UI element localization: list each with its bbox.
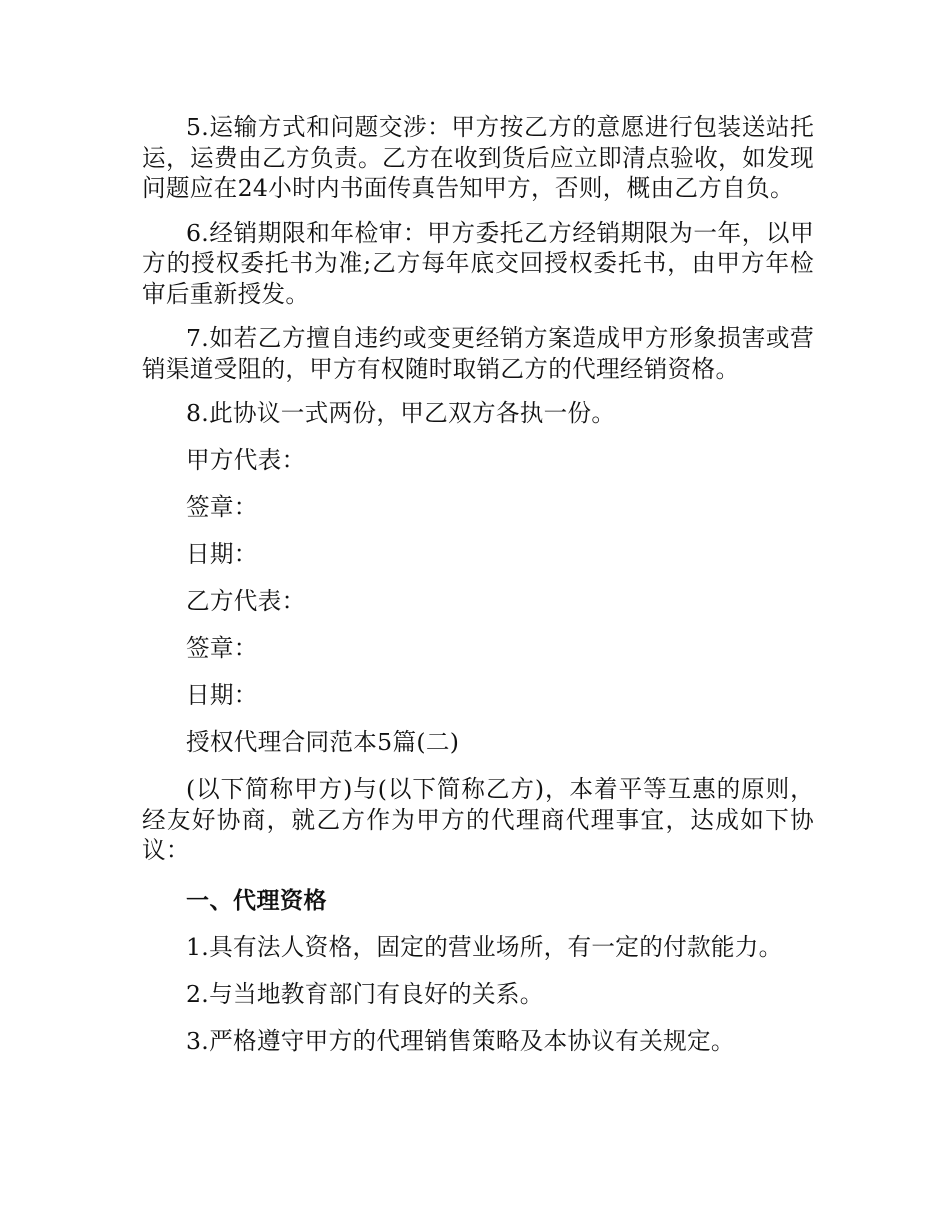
party-b-seal: 签章： xyxy=(186,634,258,662)
clause-7-paragraph: 7.如若乙方擅自违约或变更经销方案造成甲方形象损害或营销渠道受阻的，甲方有权随时取销乙方的代理经销资格。 xyxy=(142,324,814,383)
party-b-representative: 乙方代表： xyxy=(186,587,306,615)
qualification-item-1: 1.具有法人资格，固定的营业场所，有一定的付款能力。 xyxy=(186,932,783,961)
document-body xyxy=(142,112,814,1073)
clause-6-paragraph: 6.经销期限和年检审：甲方委托乙方经销期限为一年，以甲方的授权委托书为准;乙方每年底交回授权委托书，由甲方年检审后重新授发。 xyxy=(142,218,814,308)
intro-paragraph: (以下简称甲方)与(以下简称乙方)，本着平等互惠的原则，经友好协商，就乙方作为甲方的代理商代理事宜，达成如下协议： xyxy=(142,775,814,864)
heading-agency-qualification: 一、代理资格 xyxy=(186,887,327,914)
party-a-seal: 签章： xyxy=(186,493,258,521)
party-a-date: 日期： xyxy=(186,540,258,568)
clause-8-line: 8.此协议一式两份，甲乙双方各执一份。 xyxy=(186,399,616,427)
qualification-item-3: 3.严格遵守甲方的代理销售策略及本协议有关规定。 xyxy=(186,1026,735,1055)
section-title: 授权代理合同范本5篇(二) xyxy=(186,728,460,756)
clause-5-paragraph: 5.运输方式和问题交涉：甲方按乙方的意愿进行包装送站托运，运费由乙方负责。乙方在收到货后应立即清点验收，如发现问题应在24小时内书面传真告知甲方，否则，概由乙方自负。 xyxy=(142,113,814,202)
party-b-date: 日期： xyxy=(186,681,258,709)
party-a-representative: 甲方代表： xyxy=(186,446,306,474)
qualification-item-2: 2.与当地教育部门有良好的关系。 xyxy=(186,979,544,1008)
